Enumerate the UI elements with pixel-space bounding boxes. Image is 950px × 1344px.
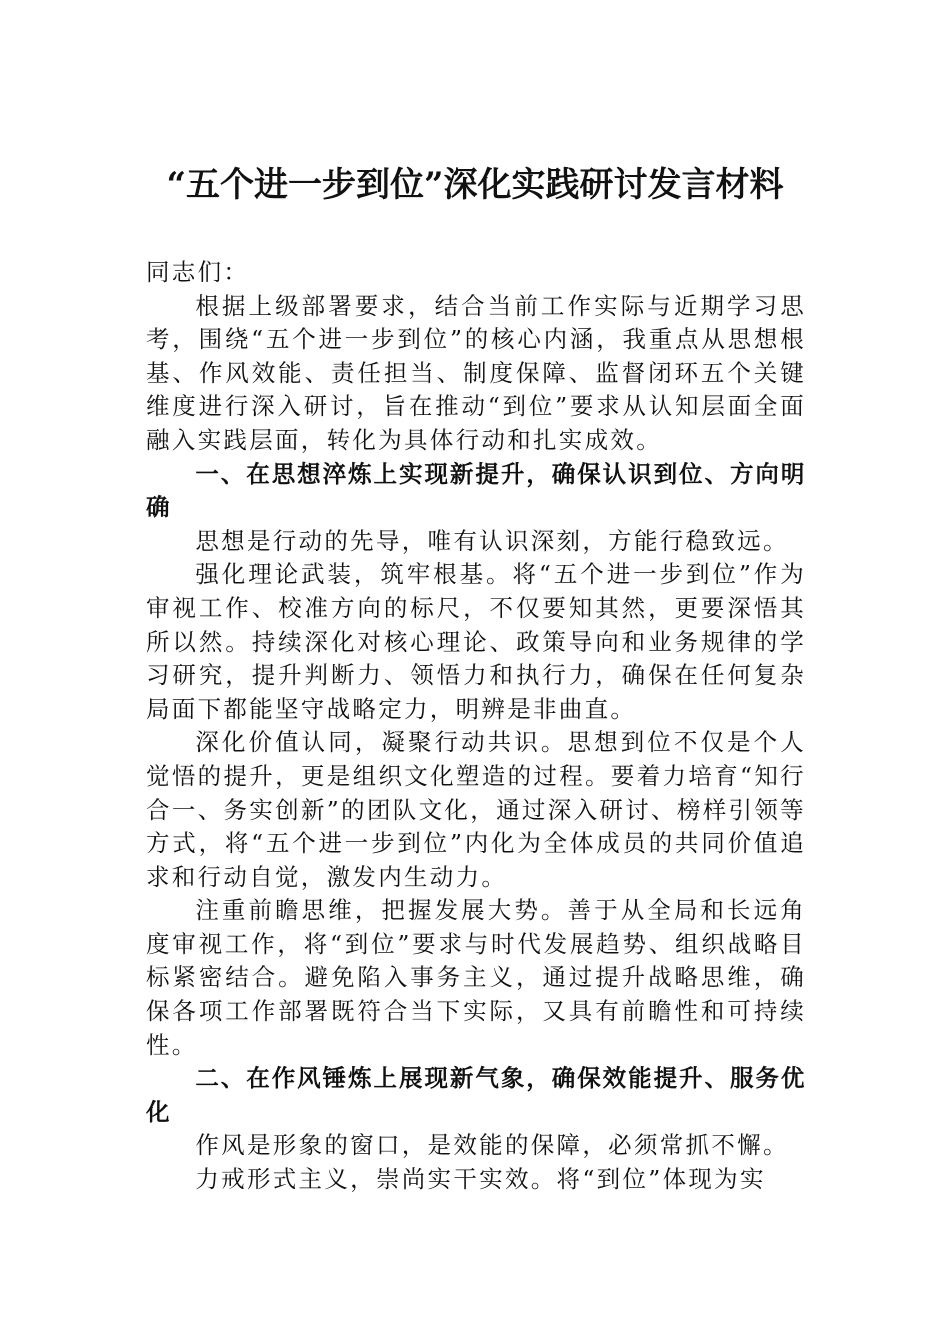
salutation: 同志们： (146, 258, 250, 286)
body-paragraph: 深化价值认同，凝聚行动共识。思想到位不仅是个人觉悟的提升，更是组织文化塑造的过程。要着力培育“知行合一、务实创新”的团队文化，通过深入研讨、榜样引领等方式，将“五个进一步到位”内化为全体成员的共同价值追求和行动自觉，激发内生动力。 (146, 728, 806, 891)
document-title: “五个进一步到位”深化实践研讨发言材料 (166, 165, 784, 205)
body-paragraph: 强化理论武装，筑牢根基。将“五个进一步到位”作为审视工作、校准方向的标尺，不仅要知其然，更要深悟其所以然。持续深化对核心理论、政策导向和业务规律的学习研究，提升判断力、领悟力和执行力，确保在任何复杂局面下都能坚守战略定力，明辨是非曲直。 (146, 560, 806, 723)
body-paragraph: 思想是行动的先导，唯有认识深刻，方能行稳致远。 (195, 526, 789, 555)
section-heading-2: 二、在作风锤炼上展现新气象，确保效能提升、服务优化 (146, 1064, 806, 1126)
body-paragraph: 作风是形象的窗口，是效能的保障，必须常抓不懈。 (195, 1131, 789, 1160)
body-paragraph: 注重前瞻思维，把握发展大势。善于从全局和长远角度审视工作，将“到位”要求与时代发展趋势、组织战略目标紧密结合。避免陷入事务主义，通过提升战略思维，确保各项工作部署既符合当下实际，又具有前瞻性和可持续性。 (146, 896, 806, 1059)
document-body (146, 256, 806, 1197)
section-heading-1: 一、在思想淬炼上实现新提升，确保认识到位、方向明确 (146, 459, 806, 522)
intro-paragraph: 根据上级部署要求，结合当前工作实际与近期学习思考，围绕“五个进一步到位”的核心内涵，我重点从思想根基、作风效能、责任担当、制度保障、监督闭环五个关键维度进行深入研讨，旨在推动“到位”要求从认知层面全面融入实践层面，转化为具体行动和扎实成效。 (146, 291, 806, 454)
body-paragraph: 力戒形式主义，崇尚实干实效。将“到位”体现为实 (195, 1165, 766, 1194)
